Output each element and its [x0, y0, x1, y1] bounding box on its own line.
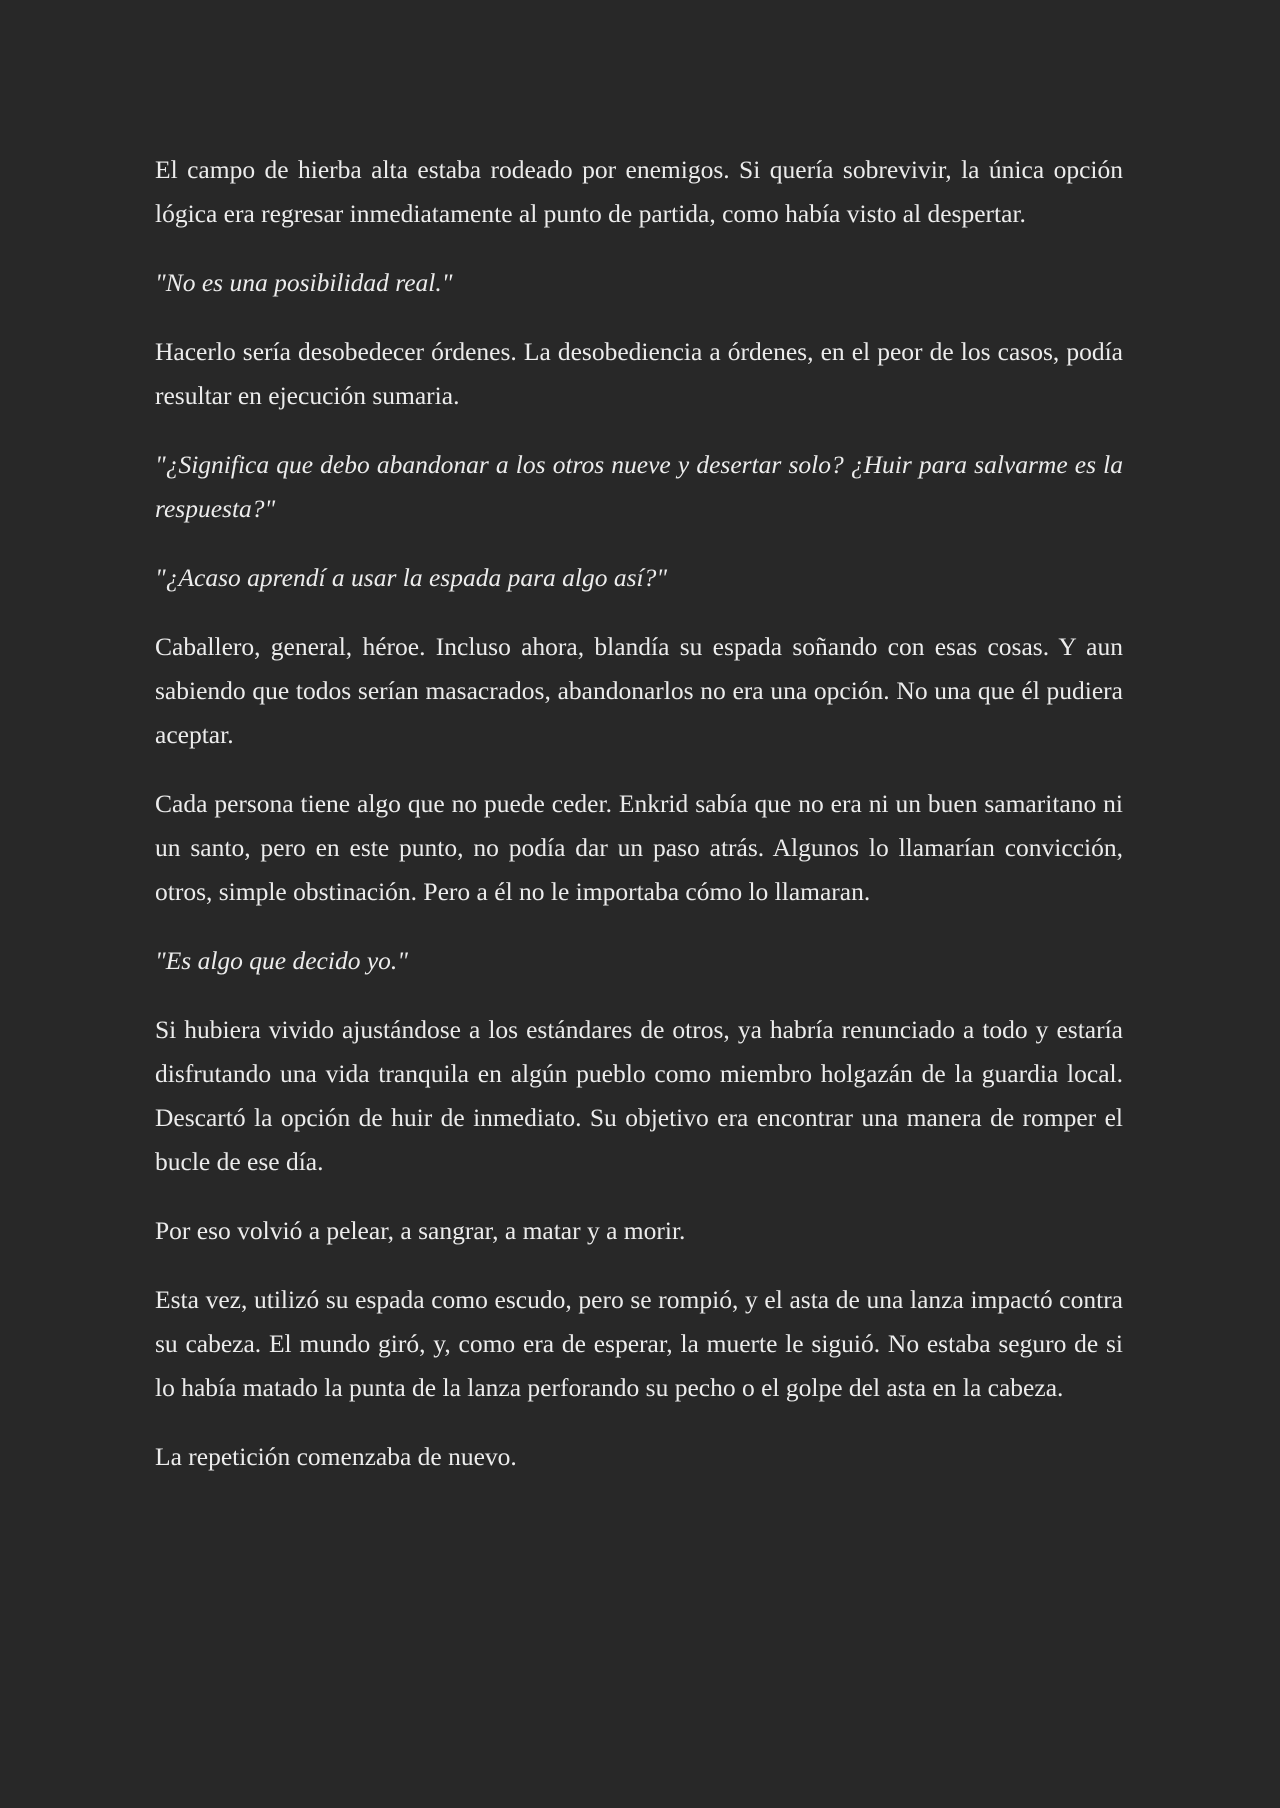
paragraph: Por eso volvió a pelear, a sangrar, a matar y a morir. [155, 1216, 686, 1245]
paragraph: La repetición comenzaba de nuevo. [155, 1442, 517, 1471]
paragraph: Caballero, general, héroe. Incluso ahora, blandía su espada soñando con esas cosas. Y aun sabiendo que todos serían masacrados, abandonarlos no era una opción. No una que él pudiera aceptar. [155, 632, 1123, 749]
paragraph: Cada persona tiene algo que no puede ceder. Enkrid sabía que no era ni un buen samaritano ni un santo, pero en este punto, no podía dar un paso atrás. Algunos lo llamarían convicción, otros, simple obstinación. Pero a él no le importaba cómo lo llamaran. [155, 789, 1123, 906]
dialogue-line: "Es algo que decido yo." [155, 946, 408, 975]
paragraph: Si hubiera vivido ajustándose a los estándares de otros, ya habría renunciado a todo y estaría disfrutando una vida tranquila en algún pueblo como miembro holgazán de la guardia local. Descartó la opción de huir de inmediato. Su objetivo era encontrar una manera de romper el bucle de ese día. [155, 1015, 1123, 1176]
dialogue-line: "¿Significa que debo abandonar a los otros nueve y desertar solo? ¿Huir para salvarme es la respuesta?" [155, 450, 1123, 523]
dialogue-line: "No es una posibilidad real." [155, 268, 453, 297]
chapter-text [155, 148, 1123, 1504]
paragraph: Esta vez, utilizó su espada como escudo, pero se rompió, y el asta de una lanza impactó contra su cabeza. El mundo giró, y, como era de esperar, la muerte le siguió. No estaba seguro de si lo había matado la punta de la lanza perforando su pecho o el golpe del asta en la cabeza. [155, 1285, 1123, 1402]
dialogue-line: "¿Acaso aprendí a usar la espada para algo así?" [155, 563, 668, 592]
paragraph: El campo de hierba alta estaba rodeado por enemigos. Si quería sobrevivir, la única opción lógica era regresar inmediatamente al punto de partida, como había visto al despertar. [155, 155, 1123, 228]
paragraph: Hacerlo sería desobedecer órdenes. La desobediencia a órdenes, en el peor de los casos, podía resultar en ejecución sumaria. [155, 337, 1123, 410]
